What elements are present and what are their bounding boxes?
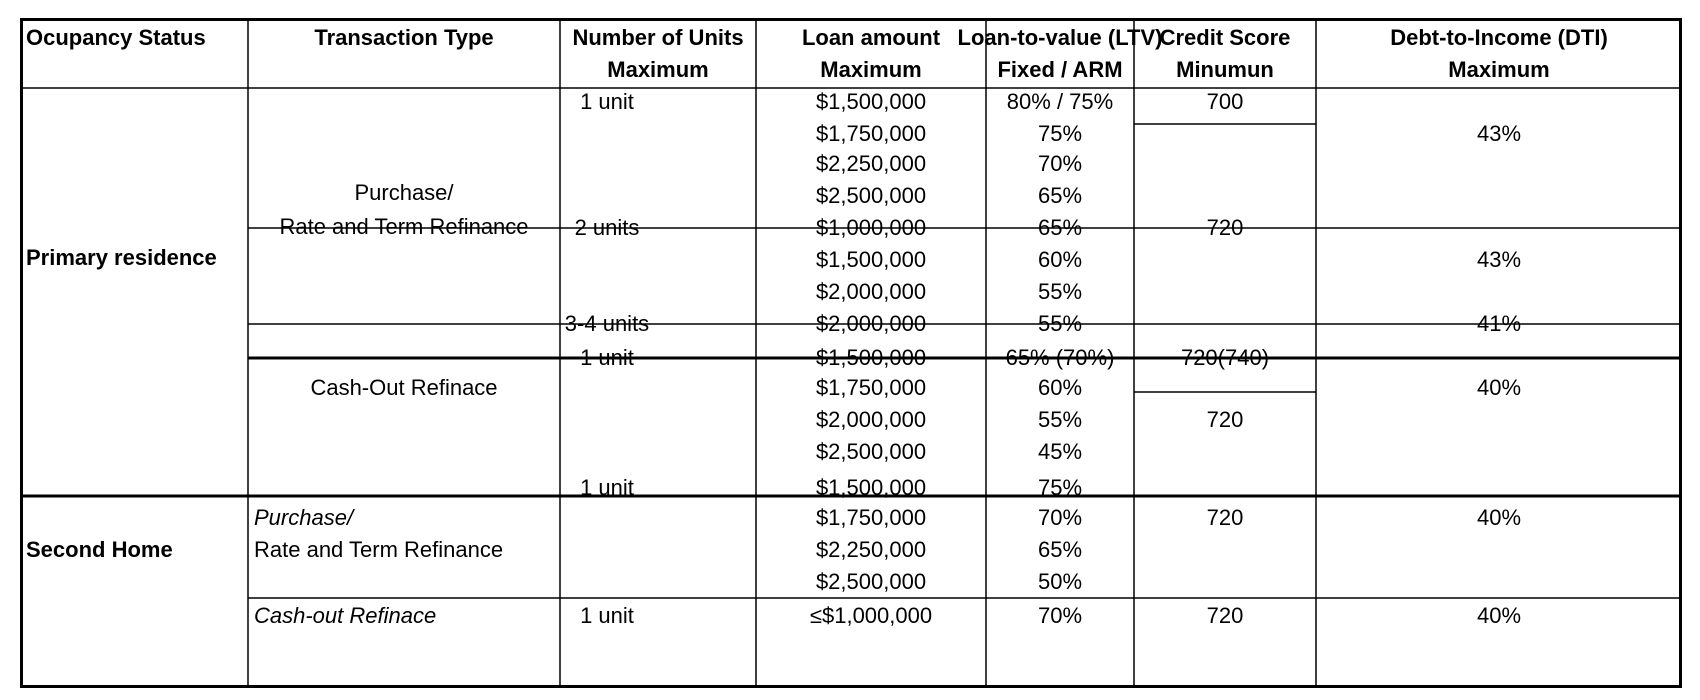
- dti-3-4-units: 41%: [1476, 311, 1522, 336]
- loan-amount-cell: $1,000,000: [815, 215, 927, 240]
- transaction-cash-out-primary: Cash-Out Refinace: [310, 375, 498, 400]
- ltv-cell: 50%: [1037, 569, 1083, 594]
- loan-amount-cell: $1,750,000: [815, 121, 927, 146]
- transaction-second-purchase-line2: Rate and Term Refinance: [254, 537, 504, 562]
- dti-2-units: 43%: [1476, 247, 1522, 272]
- loan-amount-cell: $1,500,000: [815, 475, 927, 500]
- ltv-cell: 65%: [1037, 537, 1083, 562]
- transaction-cash-out-second: Cash-out Refinace: [254, 603, 437, 628]
- header-units-line2: Maximum: [607, 57, 709, 82]
- ltv-cell: 75%: [1037, 121, 1083, 146]
- credit-score-720-primary: 720: [1206, 215, 1244, 240]
- units-second-cashout-1: 1 unit: [580, 603, 634, 628]
- loan-amount-cell: $1,500,000: [815, 345, 927, 370]
- credit-score-720-740: 720(740): [1180, 345, 1270, 370]
- loan-amount-cell: $2,000,000: [815, 407, 927, 432]
- header-ltv-line2: Fixed / ARM: [997, 57, 1123, 82]
- loan-amount-cell: $1,750,000: [815, 375, 927, 400]
- ltv-cell: 65%: [1037, 183, 1083, 208]
- loan-amount-cell: $2,000,000: [815, 311, 927, 336]
- loan-amount-cell: $1,500,000: [815, 247, 927, 272]
- loan-amount-cell: $1,500,000: [815, 89, 927, 114]
- header-transaction-type: Transaction Type: [314, 25, 494, 50]
- units-cashout-1: 1 unit: [580, 345, 634, 370]
- ltv-cell: 65%: [1037, 215, 1083, 240]
- header-credit-line1: Credit Score: [1159, 25, 1291, 50]
- eligibility-table: [20, 18, 1682, 688]
- ltv-cell: 65% (70%): [1005, 345, 1115, 370]
- header-occupancy-status: Ocupancy Status: [26, 25, 206, 50]
- loan-amount-cell: $2,500,000: [815, 569, 927, 594]
- loan-amount-cell: $2,000,000: [815, 279, 927, 304]
- header-dti-line2: Maximum: [1448, 57, 1550, 82]
- occupancy-second-home: Second Home: [26, 537, 173, 562]
- dti-second: 40%: [1476, 505, 1522, 530]
- credit-score-720-second-cashout: 720: [1206, 603, 1244, 628]
- units-primary-2: 2 units: [574, 215, 640, 240]
- ltv-cell: 80% / 75%: [1006, 89, 1114, 114]
- header-ltv-line1: Loan-to-value (LTV): [957, 25, 1163, 50]
- header-credit-line2: Minumun: [1176, 57, 1274, 82]
- ltv-cell: 55%: [1037, 311, 1083, 336]
- units-primary-3-4: 3-4 units: [564, 311, 650, 336]
- occupancy-primary-residence: Primary residence: [26, 245, 217, 270]
- transaction-second-purchase-line1: Purchase/: [254, 505, 354, 530]
- header-loan-line2: Maximum: [820, 57, 922, 82]
- ltv-cell: 45%: [1037, 439, 1083, 464]
- dti-cashout: 40%: [1476, 375, 1522, 400]
- units-second-1: 1 unit: [580, 475, 634, 500]
- loan-amount-cell: $2,500,000: [815, 183, 927, 208]
- ltv-cell: 55%: [1037, 407, 1083, 432]
- ltv-cell: 70%: [1037, 505, 1083, 530]
- ltv-cell: 60%: [1037, 247, 1083, 272]
- dti-1-unit: 43%: [1476, 121, 1522, 146]
- units-primary-1: 1 unit: [580, 89, 634, 114]
- transaction-purchase-line2: Rate and Term Refinance: [279, 214, 529, 239]
- credit-score-700: 700: [1206, 89, 1244, 114]
- credit-score-720-second: 720: [1206, 505, 1244, 530]
- header-dti-line1: Debt-to-Income (DTI): [1390, 25, 1608, 50]
- loan-amount-cell: $2,500,000: [815, 439, 927, 464]
- loan-amount-cell: ≤$1,000,000: [809, 603, 933, 628]
- ltv-cell: 75%: [1037, 475, 1083, 500]
- header-loan-line1: Loan amount: [801, 25, 941, 50]
- loan-amount-cell: $2,250,000: [815, 537, 927, 562]
- loan-amount-cell: $2,250,000: [815, 151, 927, 176]
- dti-second-cashout: 40%: [1476, 603, 1522, 628]
- ltv-cell: 60%: [1037, 375, 1083, 400]
- header-units-line1: Number of Units: [572, 25, 744, 50]
- loan-amount-cell: $1,750,000: [815, 505, 927, 530]
- ltv-cell: 55%: [1037, 279, 1083, 304]
- transaction-purchase-line1: Purchase/: [354, 180, 454, 205]
- credit-score-720-cashout: 720: [1206, 407, 1244, 432]
- ltv-cell: 70%: [1037, 603, 1083, 628]
- ltv-cell: 70%: [1037, 151, 1083, 176]
